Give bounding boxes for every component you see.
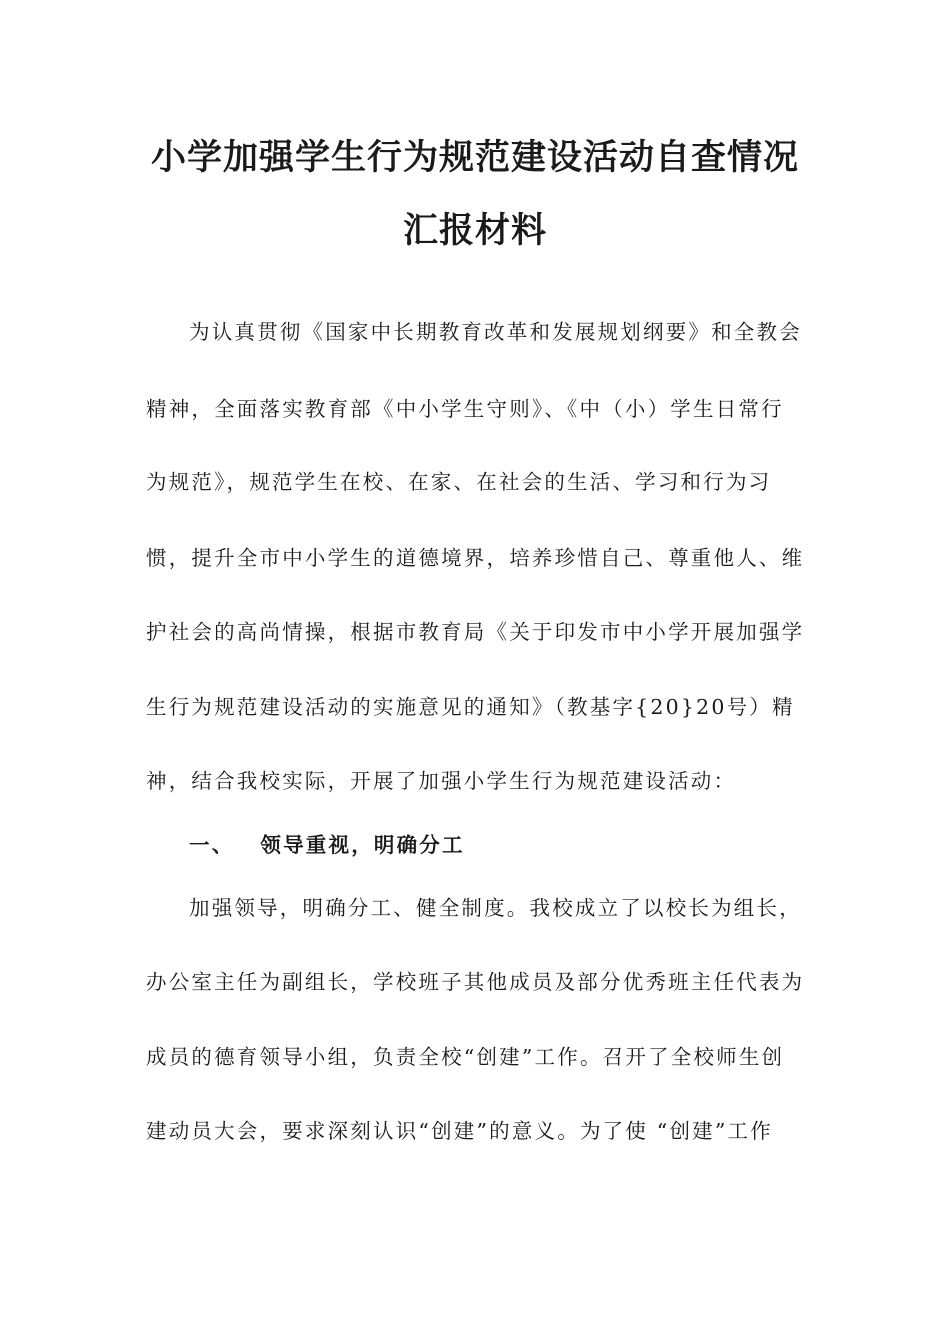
paragraph-1-line-5: 护社会的高尚情操，根据市教育局《关于印发市中小学开展加强学 <box>146 620 805 644</box>
paragraph-1-line-6: 生行为规范建设活动的实施意见的通知》（教基字{20}20号）精 <box>146 695 795 719</box>
section-1-title: 领导重视，明确分工 <box>260 833 465 857</box>
paragraph-2-line-2: 办公室主任为副组长，学校班子其他成员及部分优秀班主任代表为 <box>146 970 805 994</box>
section-1-number: 一、 <box>189 833 235 857</box>
section-1-heading <box>189 830 806 860</box>
paragraph-1-line-1: 为认真贯彻《国家中长期教育改革和发展规划纲要》和全教会 <box>189 320 802 344</box>
paragraph-2-line-3: 成员的德育领导小组，负责全校“创建”工作。召开了全校师生创 <box>146 1045 785 1069</box>
paragraph-2-line-1: 加强领导，明确分工、健全制度。我校成立了以校长为组长， <box>189 896 802 920</box>
document-title-line-1: 小学加强学生行为规范建设活动自查情况 <box>150 138 799 178</box>
paragraph-2-line-4: 建动员大会，要求深刻认识“创建”的意义。为了使 “创建”工作 <box>146 1119 773 1143</box>
paragraph-1-line-2: 精神，全面落实教育部《中小学生守则》、《中（小）学生日常行 <box>146 397 784 421</box>
paragraph-1-line-7: 神，结合我校实际，开展了加强小学生行为规范建设活动： <box>146 769 737 793</box>
paragraph-1-line-4: 惯，提升全市中小学生的道德境界，培养珍惜自己、尊重他人、维 <box>146 546 805 570</box>
paragraph-1-line-3: 为规范》，规范学生在校、在家、在社会的生活、学习和行为习 <box>146 470 772 494</box>
document-title-line-2: 汇报材料 <box>402 211 547 251</box>
